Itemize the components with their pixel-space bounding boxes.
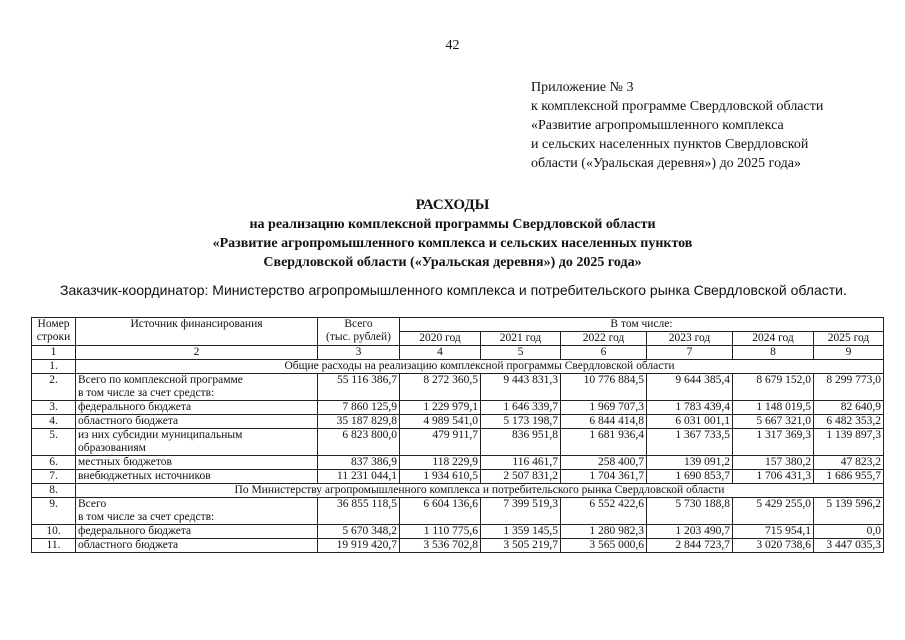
year-value: 6 552 422,6 [561, 498, 647, 525]
total-value: 36 855 118,5 [318, 498, 400, 525]
title-line: Свердловской области («Уральская деревня») до 2025 года» [263, 255, 642, 270]
year-value: 1 359 145,5 [481, 525, 561, 539]
year-value: 1 280 982,3 [561, 525, 647, 539]
year-value: 5 139 596,2 [814, 498, 884, 525]
header-text: строки [36, 331, 71, 343]
section-title: Общие расходы на реализацию комплексной программы Свердловской области [76, 360, 884, 374]
source-label [76, 401, 318, 415]
header-text: Всего [344, 318, 373, 330]
table-row [32, 498, 884, 525]
year-value: 7 399 519,3 [481, 498, 561, 525]
year-value: 1 646 339,7 [481, 401, 561, 415]
year-value: 8 272 360,5 [400, 374, 481, 401]
appendix-line: области («Уральская деревня») до 2025 года» [531, 156, 802, 171]
year-value: 8 299 773,0 [814, 374, 884, 401]
year-value: 1 686 955,7 [814, 470, 884, 484]
year-value: 1 229 979,1 [400, 401, 481, 415]
year-value: 118 229,9 [400, 456, 481, 470]
year-value: 479 911,7 [400, 429, 481, 456]
year-value: 9 443 831,3 [481, 374, 561, 401]
header-row-number [32, 318, 76, 346]
source-label-text: областного бюджета [78, 415, 179, 427]
year-value: 8 679 152,0 [733, 374, 814, 401]
year-value: 10 776 884,5 [561, 374, 647, 401]
row-number: 10. [32, 525, 76, 539]
year-value: 5 173 198,7 [481, 415, 561, 429]
section-row [32, 360, 884, 374]
source-label [76, 429, 318, 456]
table-row [32, 401, 884, 415]
expenses-table [31, 317, 884, 553]
source-label-text: в том числе за счет средств: [78, 387, 215, 399]
table-row [32, 539, 884, 553]
year-value: 1 110 775,6 [400, 525, 481, 539]
year-value: 258 400,7 [561, 456, 647, 470]
page-number: 42 [445, 38, 460, 53]
table-row [32, 415, 884, 429]
table-row [32, 525, 884, 539]
year-value: 3 505 219,7 [481, 539, 561, 553]
year-value: 3 536 702,8 [400, 539, 481, 553]
table-row [32, 470, 884, 484]
year-value: 6 482 353,2 [814, 415, 884, 429]
column-number: 1 [32, 346, 76, 360]
year-value: 82 640,9 [814, 401, 884, 415]
source-label-text: в том числе за счет средств: [78, 511, 215, 523]
header-year: 2021 год [481, 332, 561, 346]
column-numbers-row [32, 346, 884, 360]
section-row [32, 484, 884, 498]
total-value: 35 187 829,8 [318, 415, 400, 429]
source-label-text: федерального бюджета [78, 525, 192, 537]
header-year: 2024 год [733, 332, 814, 346]
source-label [76, 415, 318, 429]
row-number: 5. [32, 429, 76, 456]
year-value: 1 317 369,3 [733, 429, 814, 456]
year-value: 2 507 831,2 [481, 470, 561, 484]
header-text: (тыс. рублей) [325, 331, 392, 343]
header-year: 2025 год [814, 332, 884, 346]
year-value: 1 783 439,4 [647, 401, 733, 415]
row-number: 1. [32, 360, 76, 374]
source-label-text: областного бюджета [78, 539, 179, 551]
source-label-text: Всего [78, 498, 107, 510]
year-value: 1 969 707,3 [561, 401, 647, 415]
source-label [76, 498, 318, 525]
year-value: 715 954,1 [733, 525, 814, 539]
total-value: 19 919 420,7 [318, 539, 400, 553]
row-number: 2. [32, 374, 76, 401]
year-value: 1 148 019,5 [733, 401, 814, 415]
row-number: 4. [32, 415, 76, 429]
column-number: 8 [733, 346, 814, 360]
document-title [0, 196, 905, 272]
header-year: 2020 год [400, 332, 481, 346]
header-source: Источник финансирования [76, 318, 318, 346]
title-line: «Развитие агропромышленного комплекса и сельских населенных пунктов [212, 236, 693, 251]
source-label-text: из них субсидии муниципальным [78, 429, 243, 441]
source-label [76, 525, 318, 539]
column-number: 4 [400, 346, 481, 360]
year-value: 4 989 541,0 [400, 415, 481, 429]
source-label [76, 456, 318, 470]
table-row [32, 429, 884, 456]
year-value: 1 367 733,5 [647, 429, 733, 456]
total-value: 837 386,9 [318, 456, 400, 470]
year-value: 5 429 255,0 [733, 498, 814, 525]
column-number: 5 [481, 346, 561, 360]
year-value: 47 823,2 [814, 456, 884, 470]
year-value: 116 461,7 [481, 456, 561, 470]
year-value: 3 565 000,6 [561, 539, 647, 553]
year-value: 139 091,2 [647, 456, 733, 470]
section-title: По Министерству агропромышленного комплекса и потребительского рынка Свердловской области [76, 484, 884, 498]
appendix-line: «Развитие агропромышленного комплекса [531, 118, 784, 133]
table-row [32, 456, 884, 470]
year-value: 1 934 610,5 [400, 470, 481, 484]
table-row [32, 374, 884, 401]
year-value: 9 644 385,4 [647, 374, 733, 401]
total-value: 5 670 348,2 [318, 525, 400, 539]
year-value: 6 844 414,8 [561, 415, 647, 429]
source-label [76, 374, 318, 401]
year-value: 836 951,8 [481, 429, 561, 456]
appendix-note [531, 78, 823, 173]
total-value: 55 116 386,7 [318, 374, 400, 401]
title-line: РАСХОДЫ [415, 197, 490, 213]
row-number: 11. [32, 539, 76, 553]
header-text: Номер [37, 318, 70, 330]
column-number: 2 [76, 346, 318, 360]
source-label-text: внебюджетных источников [78, 470, 211, 482]
year-value: 1 139 897,3 [814, 429, 884, 456]
year-value: 0,0 [814, 525, 884, 539]
header-year: 2022 год [561, 332, 647, 346]
year-value: 1 704 361,7 [561, 470, 647, 484]
row-number: 3. [32, 401, 76, 415]
row-number: 8. [32, 484, 76, 498]
total-value: 6 823 800,0 [318, 429, 400, 456]
header-including: В том числе: [400, 318, 884, 332]
total-value: 7 860 125,9 [318, 401, 400, 415]
year-value: 5 667 321,0 [733, 415, 814, 429]
customer-coordinator: Заказчик-координатор: Министерство агропромышленного комплекса и потребительского рынка Свердловской области. [60, 282, 847, 298]
source-label-text: образованиям [78, 442, 146, 454]
source-label-text: Всего по комплексной программе [78, 374, 243, 386]
year-value: 6 031 001,1 [647, 415, 733, 429]
column-number: 3 [318, 346, 400, 360]
title-line: на реализацию комплексной программы Свердловской области [249, 217, 656, 232]
column-number: 9 [814, 346, 884, 360]
year-value: 5 730 188,8 [647, 498, 733, 525]
source-label [76, 539, 318, 553]
year-value: 157 380,2 [733, 456, 814, 470]
column-number: 7 [647, 346, 733, 360]
year-value: 3 447 035,3 [814, 539, 884, 553]
source-label-text: федерального бюджета [78, 401, 192, 413]
column-number: 6 [561, 346, 647, 360]
appendix-line: и сельских населенных пунктов Свердловской [531, 137, 809, 152]
source-label-text: местных бюджетов [78, 456, 172, 468]
total-value: 11 231 044,1 [318, 470, 400, 484]
appendix-line: к комплексной программе Свердловской области [531, 99, 824, 114]
source-label [76, 470, 318, 484]
header-row [32, 318, 884, 332]
year-value: 1 203 490,7 [647, 525, 733, 539]
row-number: 7. [32, 470, 76, 484]
year-value: 1 681 936,4 [561, 429, 647, 456]
row-number: 6. [32, 456, 76, 470]
header-total [318, 318, 400, 346]
year-value: 6 604 136,6 [400, 498, 481, 525]
year-value: 3 020 738,6 [733, 539, 814, 553]
header-year: 2023 год [647, 332, 733, 346]
year-value: 1 690 853,7 [647, 470, 733, 484]
row-number: 9. [32, 498, 76, 525]
year-value: 1 706 431,3 [733, 470, 814, 484]
year-value: 2 844 723,7 [647, 539, 733, 553]
appendix-line: Приложение № 3 [531, 80, 634, 95]
